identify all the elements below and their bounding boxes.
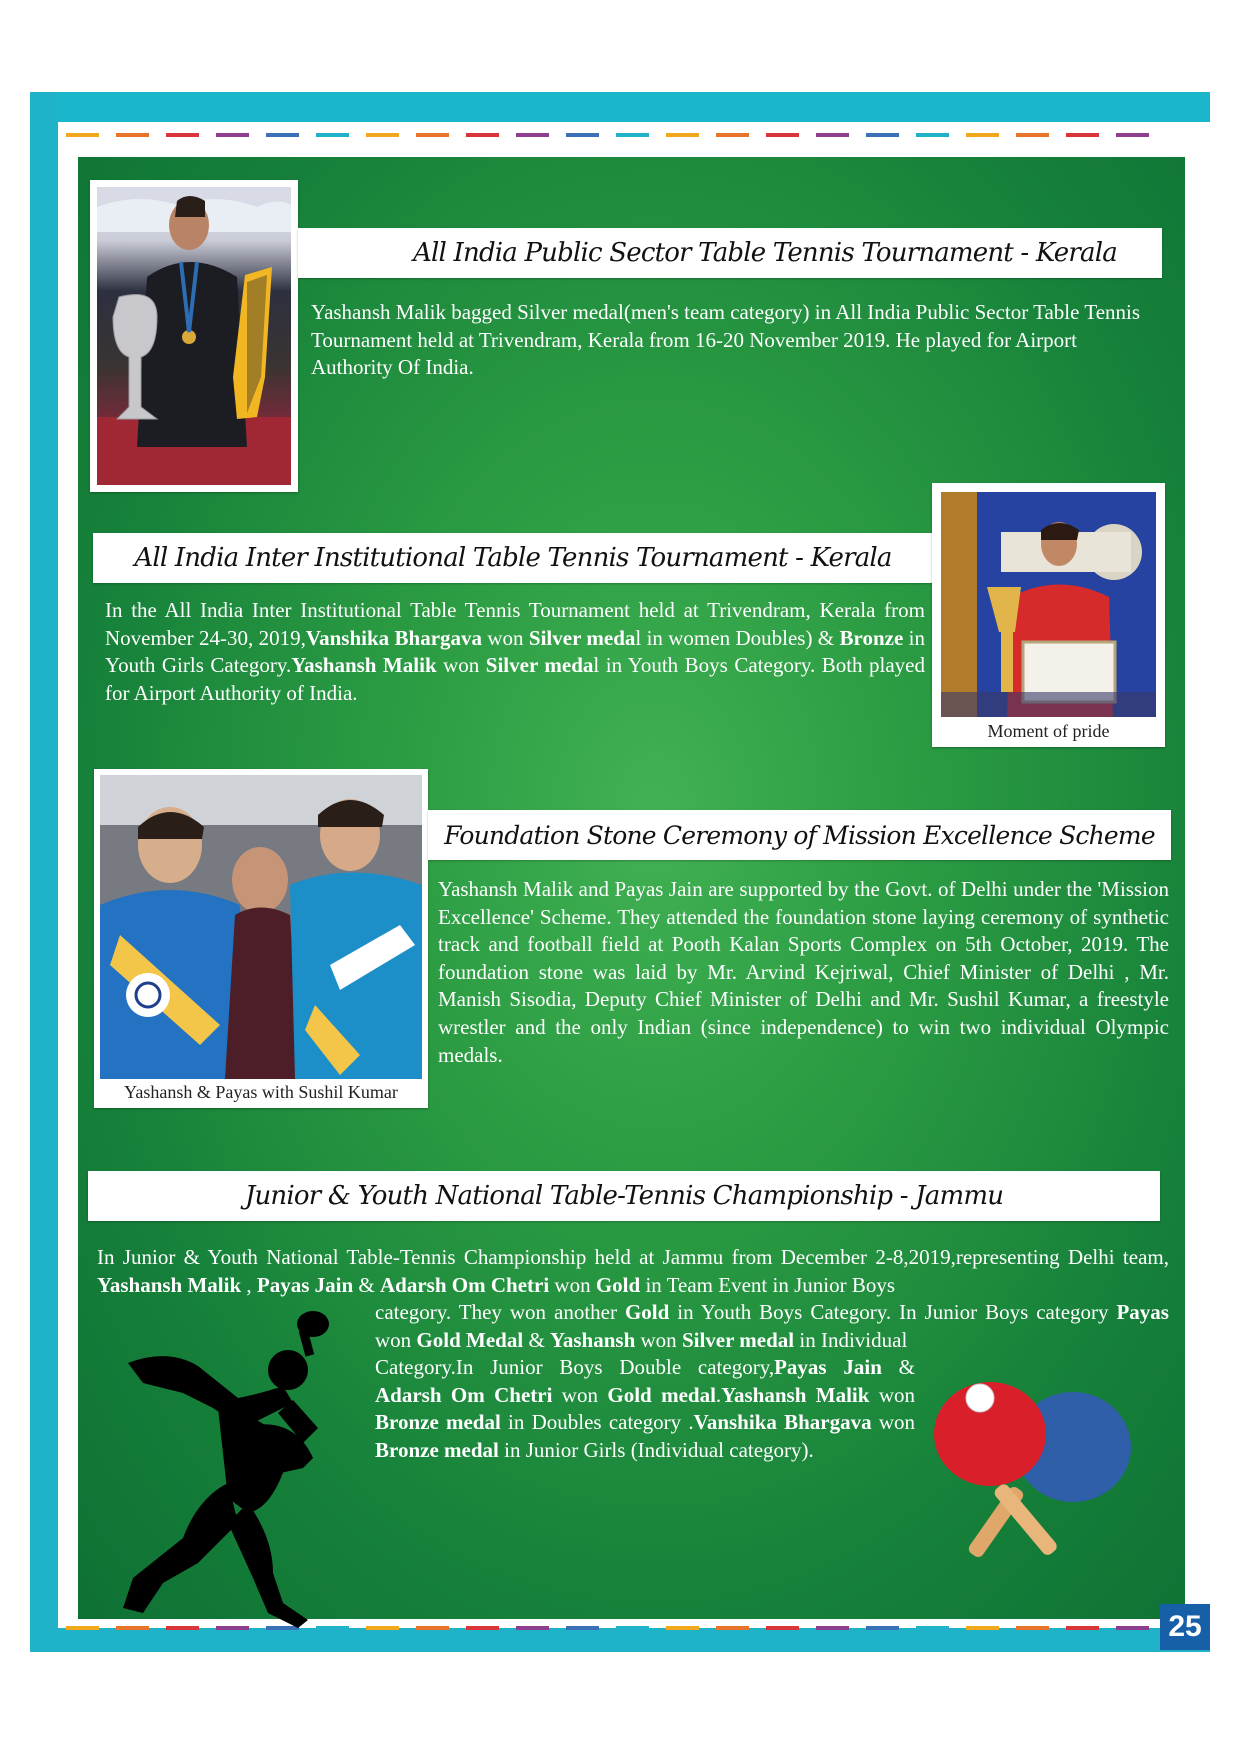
divider-dash — [916, 1626, 949, 1630]
divider-dash — [866, 133, 899, 137]
divider-dash — [816, 133, 849, 137]
divider-dash — [1066, 1626, 1099, 1630]
section-body-4-bottom-run: won — [871, 1410, 915, 1435]
divider-dash — [466, 133, 499, 137]
section-body-4-middle-run: won — [635, 1327, 682, 1352]
section-body-4-bottom-run: Vanshika Bhargava — [693, 1410, 872, 1435]
section-body-4-middle-run: category. They won another — [375, 1300, 625, 1324]
section-body-4-bottom-run: won — [552, 1382, 608, 1407]
section-body-4-middle-run: Gold Medal — [416, 1327, 524, 1352]
photo-moment-of-pride — [932, 483, 1165, 747]
section-body-4-top-run: , — [241, 1272, 257, 1297]
divider-dash — [166, 133, 199, 137]
section-title-banner-2 — [93, 533, 933, 583]
section-title-2: All India Inter Institutional Table Tennis Tournament - Kerala — [134, 543, 892, 573]
section-body-4-middle-run: Gold — [624, 1300, 670, 1324]
section-body-4-bottom-run: Bronze medal — [375, 1437, 499, 1462]
section-body-2-run: Yashansh Malik — [291, 653, 437, 678]
divider-dash — [1066, 133, 1099, 137]
divider-dash — [816, 1626, 849, 1630]
divider-dash — [766, 1626, 799, 1630]
divider-dash — [416, 1626, 449, 1630]
page-top-band — [58, 92, 1210, 122]
section-body-4-bottom — [375, 1354, 915, 1464]
section-body-4-top — [97, 1244, 1169, 1299]
divider-dash — [866, 1626, 899, 1630]
page-number: 25 — [1160, 1604, 1210, 1650]
divider-dash — [666, 1626, 699, 1630]
section-body-4-bottom-run: Adarsh Om Chetri — [375, 1382, 553, 1407]
section-body-4-top-run: Payas Jain — [256, 1272, 354, 1297]
caption-group-photo: Yashansh & Payas with Sushil Kumar — [124, 1082, 398, 1102]
section-body-2-run: Vanshika Bhargava — [305, 625, 483, 650]
section-body-2-run: Silver meda — [485, 653, 594, 678]
section-body-2-run: l in Youth Boys Category. Both played for Airport Authority of India. — [105, 653, 926, 705]
divider-dash — [616, 133, 649, 137]
section-body-4-top-run: & — [353, 1272, 380, 1297]
section-body-4-middle — [375, 1299, 1169, 1354]
divider-dash — [1116, 1626, 1149, 1630]
section-body-4-top-run: Gold — [595, 1272, 641, 1297]
moment-of-pride-image — [941, 492, 1156, 717]
divider-dash — [966, 1626, 999, 1630]
divider-dash — [216, 133, 249, 137]
section-body-3: Yashansh Malik and Payas Jain are supported by the Govt. of Delhi under the 'Mission Excellence' Scheme. They attended the foundation stone laying ceremony of synthetic track and football field at Pooth Kalan Sports Complex on 5th October, 2019. The foundation stone was laid by Mr. Arvind Kejriwal, Chief Minister of Delhi , Mr. Manish Sisodia, Deputy Chief Minister of Delhi and Mr. Sushil Kumar, a freestyle wrestler and the only Indian (since independence) to win two individual Olympic medals. — [438, 877, 1169, 1067]
divider-dash — [316, 133, 349, 137]
section-title-1: All India Public Sector Table Tennis Tournament - Kerala — [413, 238, 1117, 268]
section-body-4-middle-run: Payas — [1116, 1300, 1169, 1324]
section-body-4-bottom-run: Gold medal — [607, 1382, 716, 1407]
section-body-4-middle-run: Silver medal — [681, 1327, 795, 1352]
divider-dash — [266, 133, 299, 137]
section-title-4: Junior & Youth National Table-Tennis Championship - Jammu — [244, 1181, 1004, 1211]
divider-dash — [666, 133, 699, 137]
section-body-4-top-run: Adarsh Om Chetri — [380, 1272, 550, 1297]
divider-dash — [1016, 133, 1049, 137]
photo-yashansh-payas-sushil — [94, 769, 428, 1108]
section-body-4-middle-run: in Youth Boys Category. In Junior Boys category — [669, 1300, 1117, 1324]
section-body-4-bottom-run: Bronze medal — [375, 1410, 501, 1435]
section-body-4-bottom-run: Category.In Junior Boys Double category, — [375, 1355, 775, 1379]
section-title-banner-4 — [88, 1171, 1160, 1221]
section-title-banner-1 — [298, 228, 1162, 278]
trophy-player-image — [97, 187, 291, 485]
section-body-1: Yashansh Malik bagged Silver medal(men's team category) in All India Public Sector Table Tennis Tournament held at Trivendram, Kerala from 16-20 November 2019. He played for Airport Authority Of India. — [311, 300, 1141, 380]
section-body-4-top-run: Yashansh Malik — [97, 1272, 242, 1297]
section-body-4-top-run: In Junior & Youth National Table-Tennis Championship held at Jammu from December 2-8,2019,representing Delhi team, — [97, 1245, 1169, 1269]
divider-dash — [516, 133, 549, 137]
section-body-4-bottom-run: . — [715, 1382, 722, 1407]
section-body-2-run: Silver meda — [528, 625, 636, 650]
divider-dash — [116, 133, 149, 137]
divider-dash — [616, 1626, 649, 1630]
section-title-banner-3 — [428, 810, 1171, 860]
section-body-2-run: won — [436, 653, 486, 678]
section-body-4-top-run: won — [549, 1272, 596, 1297]
section-body-4-middle-run: won — [375, 1327, 417, 1352]
divider-dash — [566, 133, 599, 137]
section-body-4-middle-run: & — [523, 1327, 551, 1352]
divider-dash — [1016, 1626, 1049, 1630]
section-body-4-bottom-run: in Junior Girls (Individual category). — [498, 1437, 814, 1462]
section-body-4-middle-run: in Individual — [794, 1327, 908, 1352]
table-tennis-player-silhouette — [88, 1308, 378, 1628]
section-body-2-run: won — [482, 625, 529, 650]
group-photo-image — [100, 775, 422, 1079]
section-body-4-bottom-run: won — [869, 1382, 915, 1407]
divider-dash — [516, 1626, 549, 1630]
section-body-4-bottom-run: Yashansh Malik — [721, 1382, 870, 1407]
divider-dash — [66, 133, 99, 137]
divider-dash — [466, 1626, 499, 1630]
divider-dash — [566, 1626, 599, 1630]
section-body-2 — [105, 597, 925, 707]
section-body-4-bottom-run: Payas Jain — [774, 1355, 882, 1379]
divider-dash — [916, 133, 949, 137]
divider-dash — [966, 133, 999, 137]
section-body-4-top-run: in Team Event in Junior Boys — [640, 1272, 895, 1297]
section-body-2-run: l in women Doubles) & — [635, 625, 840, 650]
photo-yashansh-trophy — [90, 180, 298, 492]
divider-dash — [1116, 133, 1149, 137]
divider-dash — [716, 133, 749, 137]
section-body-2-run: in Youth Girls Category. — [105, 625, 925, 678]
section-body-2-run: In the All India Inter Institutional Table Tennis Tournament held at Trivendram, Kerala from November 24-30, 2019, — [105, 598, 925, 650]
section-body-4-middle-run: Yashansh — [550, 1327, 636, 1352]
caption-moment-of-pride: Moment of pride — [987, 721, 1110, 741]
section-body-4-bottom-run: & — [881, 1355, 915, 1379]
divider-dash — [766, 133, 799, 137]
section-body-4-bottom-run: in Doubles category . — [500, 1410, 694, 1435]
divider-dash — [366, 133, 399, 137]
section-title-3: Foundation Stone Ceremony of Mission Excellence Scheme — [444, 820, 1155, 850]
section-body-2-run: Bronze — [839, 625, 904, 650]
divider-dash — [416, 133, 449, 137]
divider-dash — [716, 1626, 749, 1630]
table-tennis-paddles-icon — [918, 1382, 1138, 1582]
